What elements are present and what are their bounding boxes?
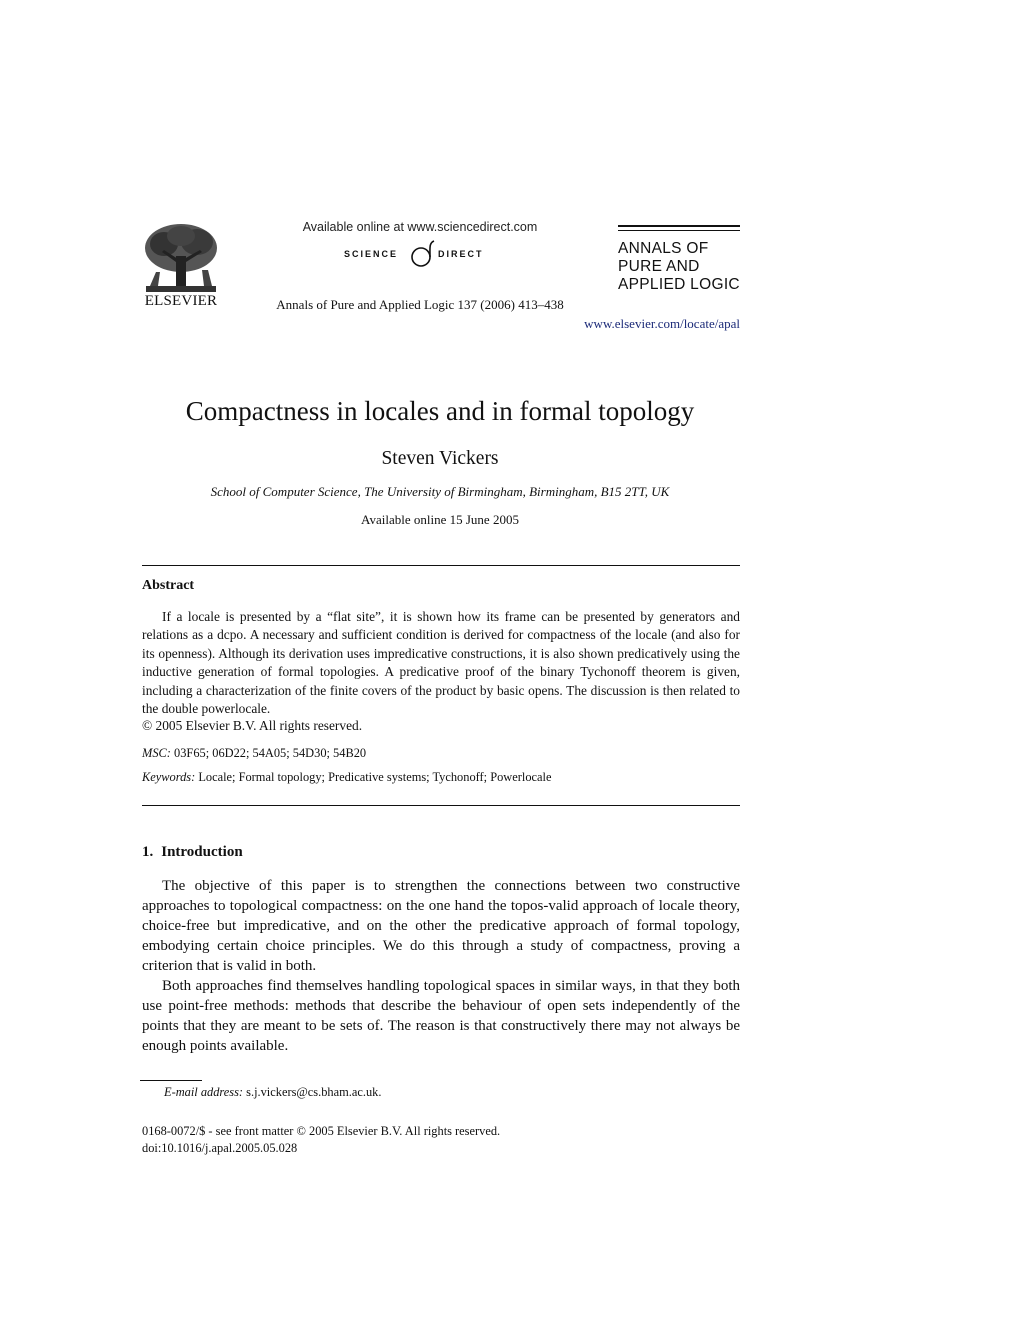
elsevier-tree-logo-icon xyxy=(142,222,220,294)
body-paragraph: The objective of this paper is to strengthen the connections between two constructive approaches to topological compactness: on the one hand the topos-valid approach of locale theory, choice-free but impredicative, and on the other the predicative approach of formal topology, embodying certain choice principles. We do this through a study of compactness, proving a criterion that is valid in both. xyxy=(142,878,740,974)
journal-citation: Annals of Pure and Applied Logic 137 (2006) 413–438 xyxy=(276,297,564,312)
abstract-heading: Abstract xyxy=(142,578,195,593)
journal-masthead-rule xyxy=(618,225,740,227)
divider xyxy=(142,565,740,566)
abstract-copyright: © 2005 Elsevier B.V. All rights reserved. xyxy=(142,718,363,733)
journal-masthead xyxy=(618,240,748,294)
online-date: Available online 15 June 2005 xyxy=(361,512,519,527)
issn-line: 0168-0072/$ - see front matter © 2005 Elsevier B.V. All rights reserved. xyxy=(142,1124,501,1138)
article-author: Steven Vickers xyxy=(381,448,499,469)
abstract-body xyxy=(142,608,740,718)
section-title: Introduction xyxy=(161,844,243,860)
keywords-values: Locale; Formal topology; Predicative systems; Tychonoff; Powerlocale xyxy=(198,770,552,784)
msc-label: MSC: xyxy=(142,746,171,760)
email-footnote xyxy=(164,1085,381,1100)
section-number: 1. xyxy=(142,844,154,860)
body-paragraph: Both approaches find themselves handling topological spaces in similar ways, in that they both use point-free methods: methods that describe the behaviour of open sets independently of the points that they are meant to be sets of. The reason is that constructively there may not always be enough points available. xyxy=(142,978,740,1054)
keywords-label: Keywords: xyxy=(142,770,196,784)
keywords-line xyxy=(142,770,551,785)
journal-masthead-line: ANNALS OF xyxy=(618,240,709,257)
journal-masthead-line: PURE AND xyxy=(618,258,700,275)
journal-url-link[interactable]: www.elsevier.com/locate/apal xyxy=(584,316,740,331)
journal-masthead-rule xyxy=(618,230,740,231)
journal-masthead-line: APPLIED LOGIC xyxy=(618,276,740,293)
publisher-logo-text: ELSEVIER xyxy=(144,293,218,309)
available-online-banner: Available online at www.sciencedirect.com xyxy=(302,220,538,234)
sciencedirect-right-word: DIRECT xyxy=(438,249,484,259)
divider xyxy=(142,805,740,806)
publication-info xyxy=(142,1123,500,1157)
msc-values: 03F65; 06D22; 54A05; 54D30; 54B20 xyxy=(174,746,367,760)
sciencedirect-logo xyxy=(340,240,500,270)
sciencedirect-d-icon xyxy=(407,240,437,270)
footnote-rule xyxy=(140,1080,202,1081)
msc-line xyxy=(142,746,366,761)
author-affiliation: School of Computer Science, The University of Birmingham, Birmingham, B15 2TT, UK xyxy=(210,484,670,499)
sciencedirect-left-word: SCIENCE xyxy=(344,249,399,259)
section-heading xyxy=(142,844,243,861)
doi-line[interactable]: doi:10.1016/j.apal.2005.05.028 xyxy=(142,1141,298,1155)
article-title: Compactness in locales and in formal topology xyxy=(185,396,695,426)
abstract-paragraph: If a locale is presented by a “flat site”, it is shown how its frame can be presented by generators and relations as a dcpo. A necessary and sufficient condition is derived for compactness of the locale (and also for its openness). Although its derivation uses impredicative constructions, it is also shown predicatively using the inductive generation of formal topologies. A predicative proof of the binary Tychonoff theorem is given, including a characterization of the finite covers of the product by basic opens. The discussion is then related to the double powerlocale. xyxy=(142,609,740,717)
email-link[interactable]: s.j.vickers@cs.bham.ac.uk. xyxy=(246,1085,382,1099)
email-label: E-mail address: xyxy=(164,1085,244,1099)
introduction-body xyxy=(142,876,740,1056)
